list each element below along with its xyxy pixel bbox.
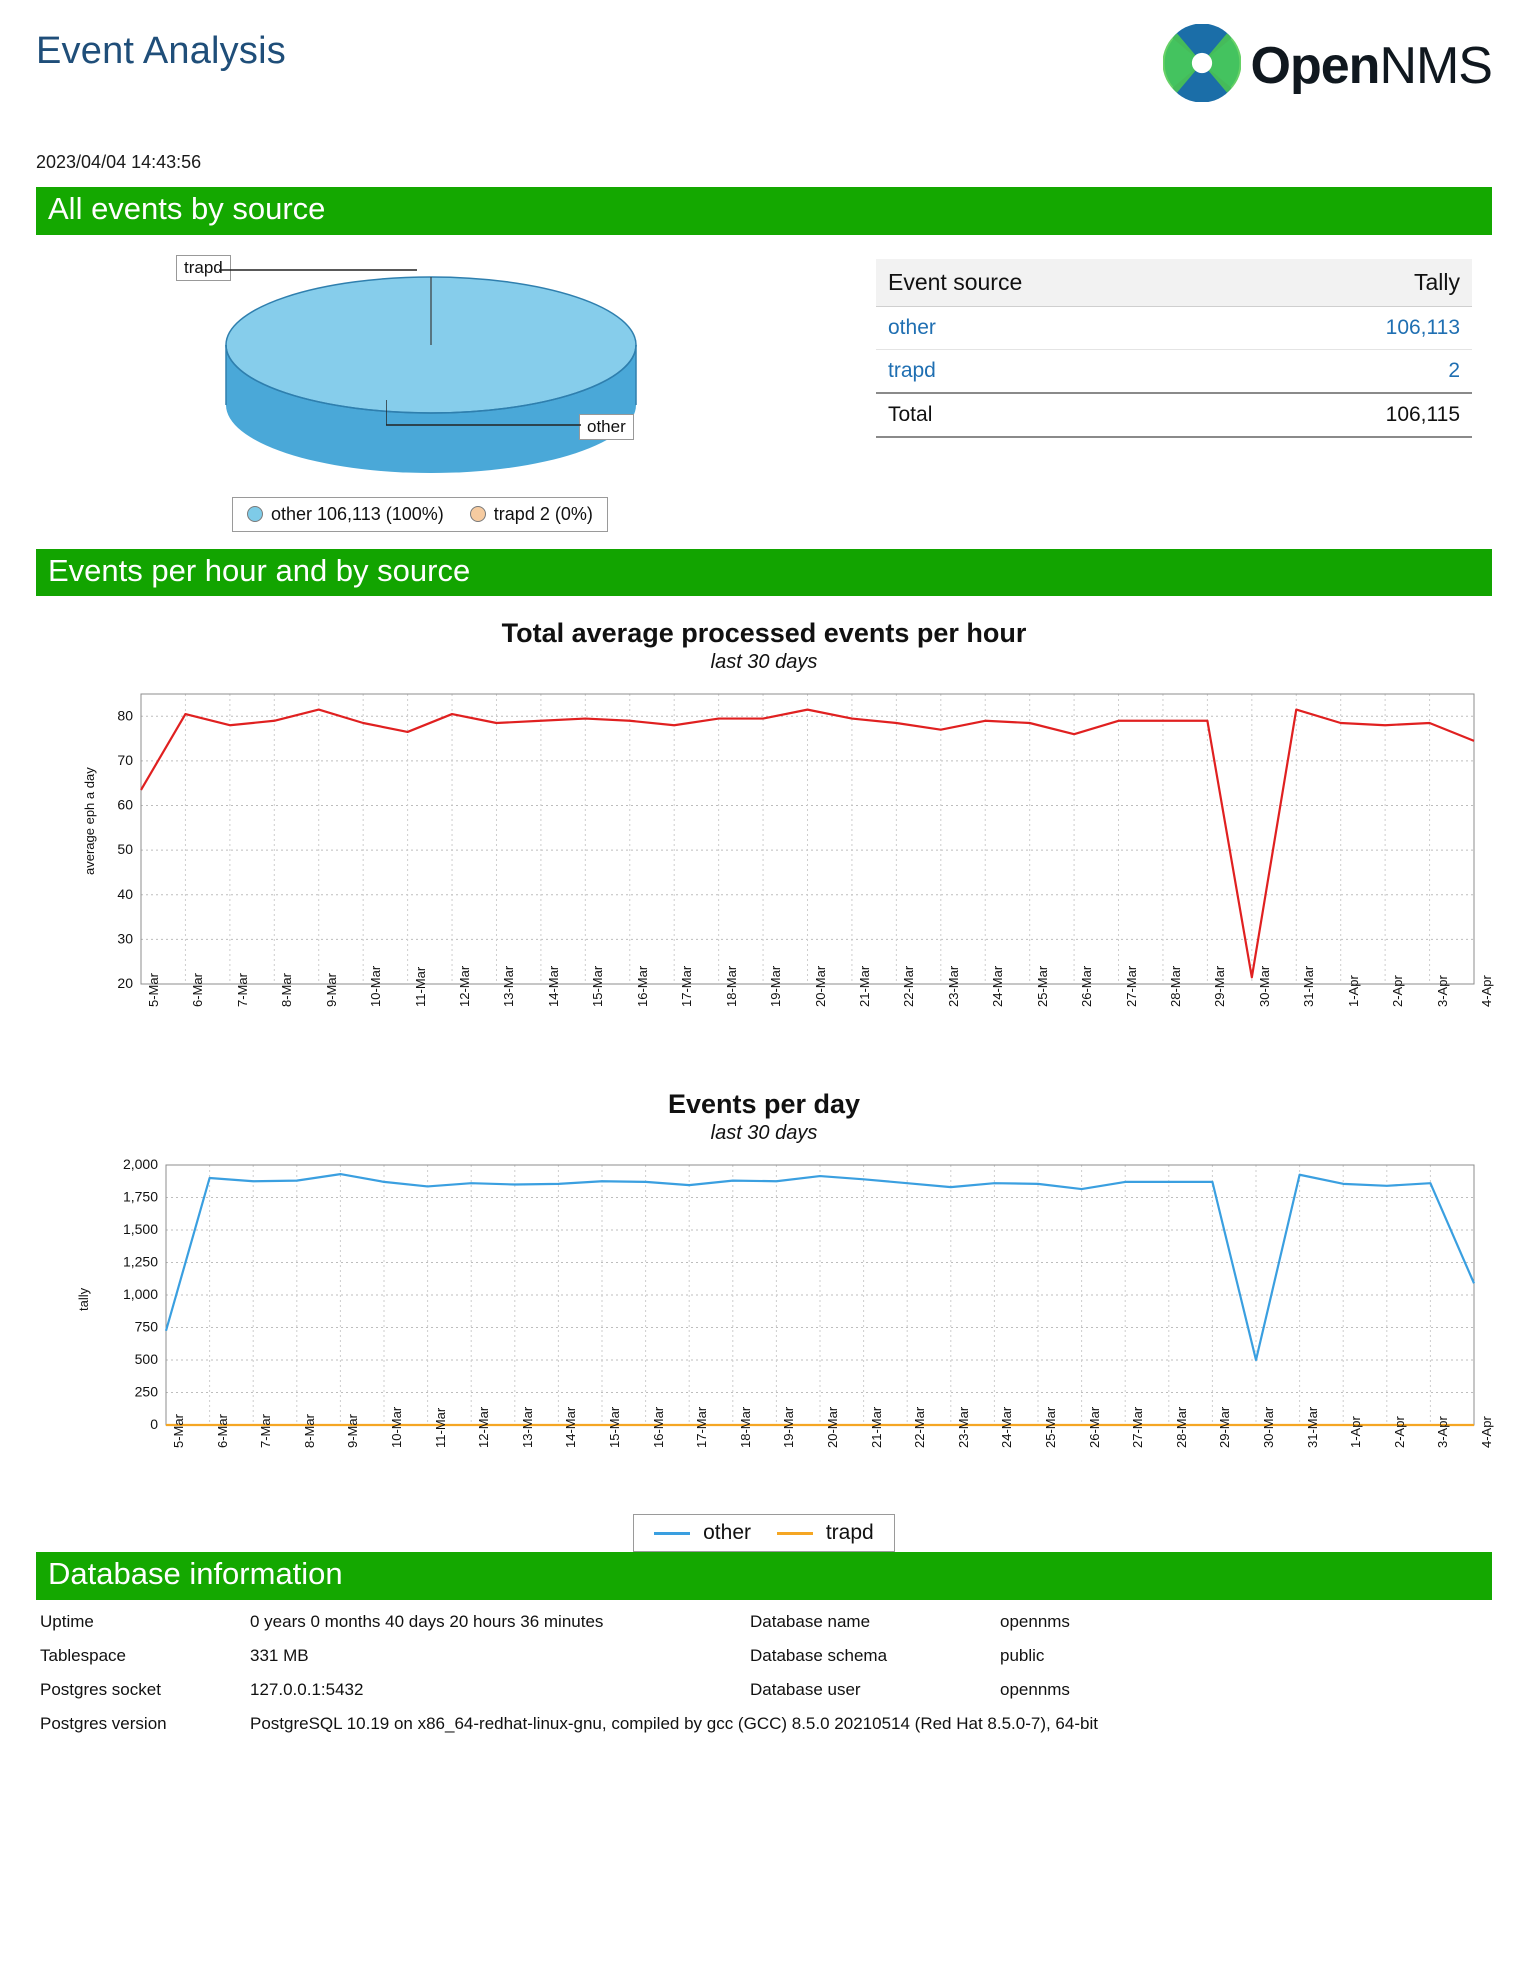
value-postgres-version: PostgreSQL 10.19 on x86_64-redhat-linux-gnu, compiled by gcc (GCC) 8.5.0 20210514 (Red Hat 8.5.0-7), 64-bit [250,1713,1098,1733]
xaxis-tick-label: 3-Apr [1435,1416,1451,1449]
xaxis-tick-label: 18-Mar [723,966,739,1008]
legend-line-icon [654,1532,690,1535]
col-tally: Tally [1244,259,1472,307]
pie-leader-trapd [219,266,419,274]
section-header-database-information: Database information [36,1552,1492,1600]
legend-item [247,504,444,525]
xaxis-tick-label: 8-Mar [301,1414,317,1449]
label-db-user: Database user [750,1679,861,1699]
chart-ylabel: average eph a day [82,767,97,876]
cell-tally[interactable]: 106,113 [1244,306,1472,349]
xaxis-tick-label: 24-Mar [990,966,1006,1008]
xaxis-tick-label: 29-Mar [1212,966,1228,1008]
label-db-name: Database name [750,1611,871,1631]
svg-text:50: 50 [117,841,133,858]
xaxis-tick-label: 23-Mar [945,966,961,1008]
xaxis-tick-label: 7-Mar [234,973,250,1008]
value-tablespace: 331 MB [250,1645,309,1665]
value-postgres-socket: 127.0.0.1:5432 [250,1679,364,1699]
svg-text:2,000: 2,000 [122,1156,158,1173]
xaxis-tick-label: 3-Apr [1434,975,1450,1008]
xaxis-tick-label: 21-Mar [856,966,872,1008]
xaxis-tick-label: 17-Mar [679,966,695,1008]
xaxis-tick-label: 26-Mar [1079,966,1095,1008]
chart-legend [633,1514,895,1552]
value-db-user: opennms [1000,1679,1070,1699]
pie-chart-container [36,249,866,549]
xaxis-tick-label: 22-Mar [912,1407,928,1449]
table-total-row [876,393,1472,437]
table-row [876,349,1472,393]
chart-subtitle: last 30 days [710,1122,818,1145]
label-tablespace: Tablespace [40,1645,127,1665]
xaxis-tick-label: 20-Mar [812,966,828,1008]
page-title: Event Analysis [36,30,286,72]
svg-text:750: 750 [134,1318,158,1335]
opennms-logo [1163,24,1492,107]
legend-line-icon [777,1532,813,1535]
label-postgres-version: Postgres version [40,1713,167,1733]
xaxis-tick-label: 30-Mar [1256,966,1272,1008]
xaxis-tick-label: 5-Mar [171,1414,186,1449]
xaxis-tick-label: 9-Mar [345,1414,361,1449]
col-event-source: Event source [876,259,1244,307]
legend-label: trapd 2 (0%) [493,503,593,524]
svg-text:1,500: 1,500 [122,1221,158,1238]
xaxis-tick-label: 18-Mar [737,1407,753,1449]
svg-text:500: 500 [134,1351,158,1368]
xaxis-tick-label: 27-Mar [1123,966,1139,1008]
xaxis-tick-label: 17-Mar [694,1407,710,1449]
pie-legend [232,497,608,532]
xaxis-tick-label: 16-Mar [650,1407,666,1449]
xaxis-tick-label: 31-Mar [1304,1407,1320,1449]
cell-total-value: 106,115 [1244,393,1472,437]
xaxis-tick-label: 22-Mar [901,966,917,1008]
cell-source[interactable]: other [876,306,1244,349]
chart-xaxis-labels [36,966,1494,1067]
xaxis-tick-label: 16-Mar [634,966,650,1008]
xaxis-tick-label: 25-Mar [1043,1407,1058,1449]
pie-leader-other [386,399,586,431]
cell-tally[interactable]: 2 [1244,349,1472,393]
label-db-schema: Database schema [750,1645,888,1665]
chart-ylabel: tally [76,1288,91,1312]
chart-plot-area [36,680,1492,1067]
legend-label: other [703,1521,751,1545]
svg-text:1,000: 1,000 [122,1286,158,1303]
chart-canvas-events-per-day [36,1151,1492,1441]
legend-item [470,504,593,525]
xaxis-tick-label: 6-Mar [190,973,206,1008]
legend-swatch-icon [470,506,486,522]
value-uptime: 0 years 0 months 40 days 20 hours 36 minutes [250,1611,604,1631]
chart-title: Total average processed events per hour [501,618,1027,649]
xaxis-tick-label: 28-Mar [1173,1407,1189,1449]
xaxis-tick-label: 27-Mar [1130,1407,1146,1449]
logo-wordmark [1250,36,1492,95]
value-db-schema: public [1000,1645,1045,1665]
event-source-tally-table [876,259,1472,438]
xaxis-tick-label: 2-Apr [1391,1416,1407,1449]
xaxis-tick-label: 10-Mar [389,1407,404,1449]
xaxis-tick-label: 2-Apr [1390,975,1406,1008]
xaxis-tick-label: 8-Mar [279,973,295,1008]
xaxis-tick-label: 30-Mar [1261,1407,1276,1449]
xaxis-tick-label: 9-Mar [323,973,339,1008]
logo-nms: NMS [1379,36,1492,95]
database-information-grid [36,1600,1492,1744]
svg-text:40: 40 [117,886,133,903]
legend-item [777,1521,874,1545]
tally-table-container [876,249,1492,549]
svg-text:1,750: 1,750 [122,1188,158,1205]
svg-text:60: 60 [117,796,133,813]
xaxis-tick-label: 11-Mar [432,1408,448,1449]
report-timestamp: 2023/04/04 14:43:56 [36,152,202,172]
xaxis-tick-label: 31-Mar [1301,966,1317,1008]
xaxis-tick-label: 14-Mar [545,966,561,1008]
svg-text:30: 30 [117,930,133,947]
xaxis-tick-label: 19-Mar [768,966,784,1008]
chart-canvas-avg-eph [36,680,1492,1000]
svg-text:70: 70 [117,752,133,769]
xaxis-tick-label: 24-Mar [999,1407,1015,1449]
table-header-row [876,259,1472,307]
xaxis-tick-label: 23-Mar [955,1407,971,1449]
xaxis-tick-label: 15-Mar [607,1407,622,1449]
chart-xaxis-labels [36,1407,1494,1508]
report-header [36,20,1492,116]
svg-text:250: 250 [134,1383,158,1400]
label-uptime: Uptime [40,1611,94,1631]
chart-plot-area [36,1151,1492,1508]
xaxis-tick-label: 19-Mar [781,1407,797,1449]
xaxis-tick-label: 21-Mar [868,1407,884,1449]
svg-text:0: 0 [150,1416,158,1433]
chart-avg-eph [36,596,1492,1067]
opennms-logo-icon [1163,24,1241,107]
legend-label: trapd [825,1521,874,1545]
value-db-name: opennms [1000,1611,1070,1631]
section-header-all-events-by-source: All events by source [36,187,1492,235]
all-events-by-source-section [36,235,1492,549]
xaxis-tick-label: 11-Mar [412,967,428,1008]
xaxis-tick-label: 13-Mar [519,1407,535,1449]
table-row [876,306,1472,349]
xaxis-tick-label: 20-Mar [825,1407,840,1449]
xaxis-tick-label: 4-Apr [1479,975,1494,1008]
chart-title: Events per day [667,1089,861,1120]
chart-events-per-day [36,1067,1492,1552]
xaxis-tick-label: 12-Mar [457,966,473,1008]
cell-source[interactable]: trapd [876,349,1244,393]
xaxis-tick-label: 26-Mar [1086,1407,1102,1449]
legend-item [654,1521,751,1545]
section-header-events-per-hour: Events per hour and by source [36,549,1492,597]
xaxis-tick-label: 28-Mar [1167,966,1183,1008]
xaxis-tick-label: 4-Apr [1479,1416,1494,1449]
xaxis-tick-label: 1-Apr [1348,1416,1364,1449]
pie-callout-trapd: trapd [176,255,231,281]
xaxis-tick-label: 13-Mar [501,966,517,1008]
xaxis-tick-label: 6-Mar [214,1414,230,1449]
cell-total-label: Total [876,393,1244,437]
xaxis-tick-label: 15-Mar [590,966,606,1008]
legend-swatch-icon [247,506,263,522]
logo-open: Open [1250,36,1380,95]
xaxis-tick-label: 29-Mar [1217,1407,1233,1449]
svg-text:20: 20 [117,975,133,992]
chart-subtitle: last 30 days [710,651,818,674]
pie-callout-other: other [579,414,634,440]
xaxis-tick-label: 5-Mar [146,973,161,1008]
label-postgres-socket: Postgres socket [40,1679,161,1699]
xaxis-tick-label: 12-Mar [476,1407,492,1449]
events-by-source-pie-chart [211,257,651,497]
xaxis-tick-label: 25-Mar [1034,966,1050,1008]
legend-label: other 106,113 (100%) [271,503,444,524]
xaxis-tick-label: 10-Mar [368,966,384,1008]
xaxis-tick-label: 7-Mar [258,1414,274,1449]
xaxis-tick-label: 1-Apr [1345,975,1361,1008]
xaxis-tick-label: 14-Mar [563,1407,579,1449]
svg-text:80: 80 [117,707,133,724]
svg-text:1,250: 1,250 [122,1253,158,1270]
